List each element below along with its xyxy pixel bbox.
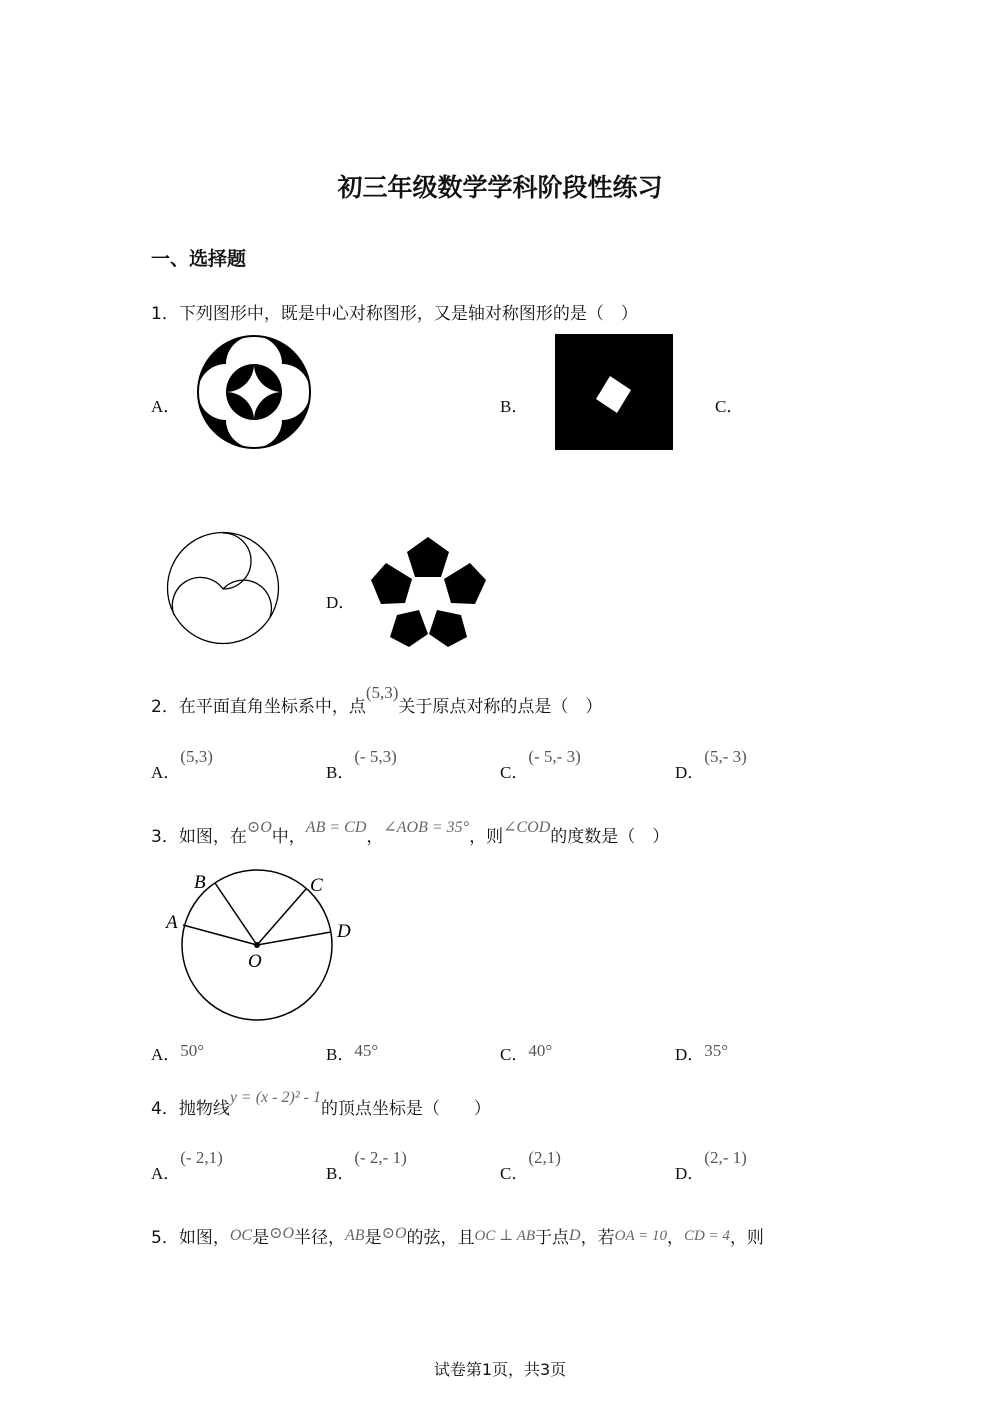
q2-option-a-label: A． bbox=[151, 763, 181, 782]
q3-stem-text-b: 中， bbox=[271, 827, 306, 847]
five-pentagon-ring-icon bbox=[371, 537, 487, 647]
q5-text-6: ，若 bbox=[580, 1228, 615, 1248]
q5-oc: OC bbox=[229, 1227, 253, 1244]
q3-circle: ⊙O bbox=[246, 819, 272, 836]
question-1-stem: 1．下列图形中，既是中心对称图形，又是轴对称图形的是（ ） bbox=[151, 304, 638, 324]
q4-option-a-value: (- 2,1) bbox=[180, 1148, 223, 1167]
q5-text-8: ，则 bbox=[729, 1228, 764, 1248]
q3-stem-text-d: 的度数是（ ） bbox=[550, 827, 670, 847]
question-2-stem bbox=[151, 683, 603, 717]
q3-option-a-label: A． bbox=[151, 1045, 181, 1064]
q2-option-c-label: C． bbox=[500, 763, 529, 782]
q5-cd: CD = 4 bbox=[683, 1228, 730, 1244]
q4-equation: y = (x - 2)² - 1 bbox=[229, 1089, 321, 1106]
page-title: 初三年级数学学科阶段性练习 bbox=[337, 173, 663, 202]
q5-text-4: 的弦，且 bbox=[406, 1228, 475, 1248]
q2-option-d-value: (5,- 3) bbox=[704, 747, 747, 766]
q5-oa: OA = 10 bbox=[614, 1228, 667, 1244]
q3-option-b-value: 45° bbox=[354, 1041, 379, 1060]
q3-option-a-value: 50° bbox=[180, 1041, 205, 1060]
q2-option-b bbox=[326, 742, 397, 782]
black-square-white-diamond-icon bbox=[555, 334, 673, 450]
four-petal-circle-icon bbox=[196, 334, 312, 450]
q2-stem-text-b: 关于原点对称的点是（ ） bbox=[398, 697, 603, 717]
q3-option-d-value: 35° bbox=[704, 1041, 729, 1060]
q3-angle: ∠AOB = 35° bbox=[383, 819, 470, 836]
q1-option-c-label: C． bbox=[715, 397, 744, 416]
q2-option-a-value: (5,3) bbox=[180, 747, 213, 766]
q3-option-a bbox=[151, 1040, 204, 1065]
q2-option-d-label: D． bbox=[675, 763, 705, 782]
q3-figure-label-c: C bbox=[310, 875, 323, 896]
q2-option-b-label: B． bbox=[326, 763, 355, 782]
q2-point: (5,3) bbox=[365, 683, 399, 702]
page-footer: 试卷第1页，共3页 bbox=[433, 1360, 567, 1379]
q5-text-5: 于点 bbox=[535, 1228, 570, 1248]
q4-option-d-value: (2,- 1) bbox=[704, 1148, 747, 1167]
q3-option-b bbox=[326, 1040, 378, 1065]
q5-perp: OC ⊥ AB bbox=[474, 1228, 536, 1244]
q5-text-7: ， bbox=[666, 1228, 684, 1248]
q4-option-c-value: (2,1) bbox=[528, 1148, 561, 1167]
q4-stem-text-a: 4．抛物线 bbox=[151, 1099, 230, 1119]
q4-option-a bbox=[151, 1143, 223, 1183]
question-3-stem bbox=[151, 819, 670, 847]
q3-arcs: AB = CD bbox=[305, 819, 367, 836]
q5-d: D bbox=[569, 1227, 581, 1244]
q5-text-a: 5．如图， bbox=[151, 1228, 230, 1248]
q2-option-c bbox=[500, 742, 581, 782]
q2-option-a bbox=[151, 742, 213, 782]
q1-option-d-label: D． bbox=[326, 593, 356, 612]
q5-circle-2: ⊙O bbox=[381, 1225, 407, 1242]
swirl-circle-icon bbox=[166, 531, 280, 645]
q2-option-b-value: (- 5,3) bbox=[354, 747, 397, 766]
section-heading: 一、选择题 bbox=[151, 248, 247, 270]
q4-option-d bbox=[675, 1143, 747, 1183]
q5-text-1: 是 bbox=[252, 1228, 270, 1248]
q5-text-3: 是 bbox=[364, 1228, 382, 1248]
q4-option-b-value: (- 2,- 1) bbox=[354, 1148, 407, 1167]
q5-ab: AB bbox=[345, 1227, 365, 1244]
q3-option-c bbox=[500, 1040, 552, 1065]
q4-option-a-label: A． bbox=[151, 1164, 181, 1183]
q3-option-c-value: 40° bbox=[528, 1041, 553, 1060]
q4-option-c-label: C． bbox=[500, 1164, 529, 1183]
q1-option-a-label: A． bbox=[151, 397, 181, 416]
q3-sep: ， bbox=[366, 827, 384, 847]
q3-option-b-label: B． bbox=[326, 1045, 355, 1064]
q4-stem-text-b: 的顶点坐标是（ ） bbox=[320, 1099, 491, 1119]
q3-figure-label-b: B bbox=[194, 872, 206, 893]
q3-figure-label-d: D bbox=[337, 921, 351, 942]
q4-option-b-label: B． bbox=[326, 1164, 355, 1183]
q2-option-d bbox=[675, 742, 747, 782]
q3-stem-text-a: 3．如图，在 bbox=[151, 827, 247, 847]
q5-circle-1: ⊙O bbox=[269, 1225, 295, 1242]
q2-option-c-value: (- 5,- 3) bbox=[528, 747, 581, 766]
q3-figure-label-o: O bbox=[248, 951, 262, 972]
q3-circle-figure bbox=[160, 868, 360, 1028]
q4-option-c bbox=[500, 1143, 561, 1183]
q3-stem-text-c: ，则 bbox=[469, 827, 504, 847]
q3-option-d bbox=[675, 1040, 728, 1065]
question-4-stem bbox=[151, 1089, 491, 1119]
q3-target: ∠COD bbox=[503, 819, 551, 836]
question-5-stem bbox=[151, 1223, 764, 1248]
q4-option-b bbox=[326, 1143, 407, 1183]
q4-option-d-label: D． bbox=[675, 1164, 705, 1183]
q5-text-2: 半径， bbox=[294, 1228, 346, 1248]
q3-option-d-label: D． bbox=[675, 1045, 705, 1064]
q2-stem-text-a: 2．在平面直角坐标系中，点 bbox=[151, 697, 366, 717]
q3-figure-label-a: A bbox=[166, 912, 178, 933]
q3-option-c-label: C． bbox=[500, 1045, 529, 1064]
q1-option-b-label: B． bbox=[500, 397, 529, 416]
